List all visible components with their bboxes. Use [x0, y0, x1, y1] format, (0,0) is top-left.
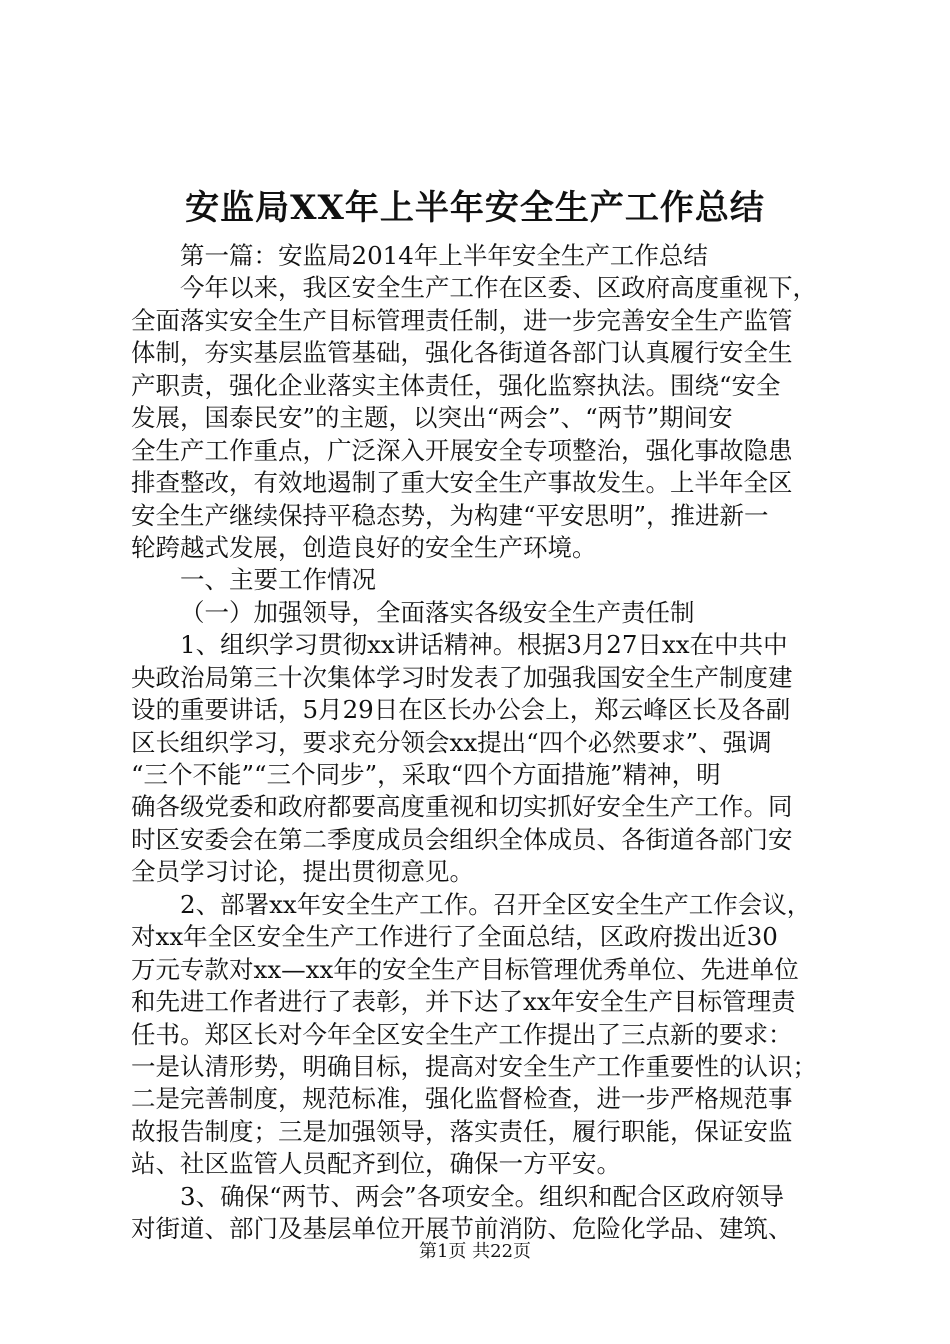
paragraph-line: 一是认清形势，明确目标，提高对安全生产工作重要性的认识； — [131, 1051, 817, 1081]
paragraph-line: 站、社区监管人员配齐到位，确保一方平安。 — [131, 1149, 621, 1179]
paragraph-line: 对街道、部门及基层单位开展节前消防、危险化学品、建筑、 — [131, 1214, 793, 1244]
page-number: 第1页 共22页 — [418, 1241, 532, 1262]
document-body — [131, 240, 831, 1246]
paragraph-line: 万元专款对xx—xx年的安全生产目标管理优秀单位、先进单位 — [131, 954, 799, 984]
section-heading: 第一篇：安监局2014年上半年安全生产工作总结 — [180, 241, 708, 270]
paragraph-line: 二是完善制度，规范标准，强化监督检查，进一步严格规范事 — [131, 1084, 793, 1114]
paragraph-line: 轮跨越式发展，创造良好的安全生产环境。 — [131, 532, 597, 562]
paragraph-line: 体制，夯实基层监管基础，强化各街道各部门认真履行安全生 — [131, 338, 793, 368]
paragraph-line: 1、组织学习贯彻xx讲话精神。根据3月27日xx在中共中 — [180, 630, 788, 660]
paragraph-line: 排查整改，有效地遏制了重大安全生产事故发生。上半年全区 — [131, 468, 793, 498]
paragraph-line: 故报告制度；三是加强领导，落实责任，履行职能，保证安监 — [131, 1116, 793, 1146]
paragraph-line: 安全生产继续保持平稳态势，为构建“平安思明”，推进新一 — [131, 500, 769, 530]
paragraph-line: 确各级党委和政府都要高度重视和切实抓好安全生产工作。同 — [131, 792, 793, 822]
paragraph-line: 对xx年全区安全生产工作进行了全面总结，区政府拨出近30 — [131, 922, 778, 952]
paragraph-line: 和先进工作者进行了表彰，并下达了xx年安全生产目标管理责 — [131, 987, 796, 1017]
paragraph-line: 产职责，强化企业落实主体责任，强化监察执法。围绕“安全 — [131, 370, 781, 400]
paragraph-line: 全生产工作重点，广泛深入开展安全专项整治，强化事故隐患 — [131, 435, 793, 465]
paragraph-line: 3、确保“两节、两会”各项安全。组织和配合区政府领导 — [180, 1181, 785, 1211]
paragraph-line: 发展，国泰民安”的主题，以突出“两会”、“两节”期间安 — [131, 403, 733, 433]
paragraph-line: 央政治局第三十次集体学习时发表了加强我国安全生产制度建 — [131, 662, 793, 692]
paragraph-line: 时区安委会在第二季度成员会组织全体成员、各街道各部门安 — [131, 824, 793, 854]
paragraph-line: 任书。郑区长对今年全区安全生产工作提出了三点新的要求： — [131, 1019, 793, 1049]
paragraph-line: 今年以来，我区安全生产工作在区委、区政府高度重视下， — [180, 273, 817, 303]
paragraph-line: 全面落实安全生产目标管理责任制，进一步完善安全生产监管 — [131, 305, 793, 335]
subsection-heading: （一）加强领导，全面落实各级安全生产责任制 — [180, 597, 695, 627]
paragraph-line: 全员学习讨论，提出贯彻意见。 — [131, 857, 474, 887]
paragraph-line: 区长组织学习，要求充分领会xx提出“四个必然要求”、强调 — [131, 727, 772, 757]
section-heading: 一、主要工作情况 — [180, 565, 376, 595]
paragraph-line: 2、部署xx年安全生产工作。召开全区安全生产工作会议， — [180, 889, 812, 919]
paragraph-line: “三个不能”“三个同步”，采取“四个方面措施”精神，明 — [131, 760, 721, 789]
document-title: 安监局XX年上半年安全生产工作总结 — [185, 188, 765, 228]
paragraph-line: 设的重要讲话，5月29日在区长办公会上，郑云峰区长及各副 — [131, 695, 791, 725]
